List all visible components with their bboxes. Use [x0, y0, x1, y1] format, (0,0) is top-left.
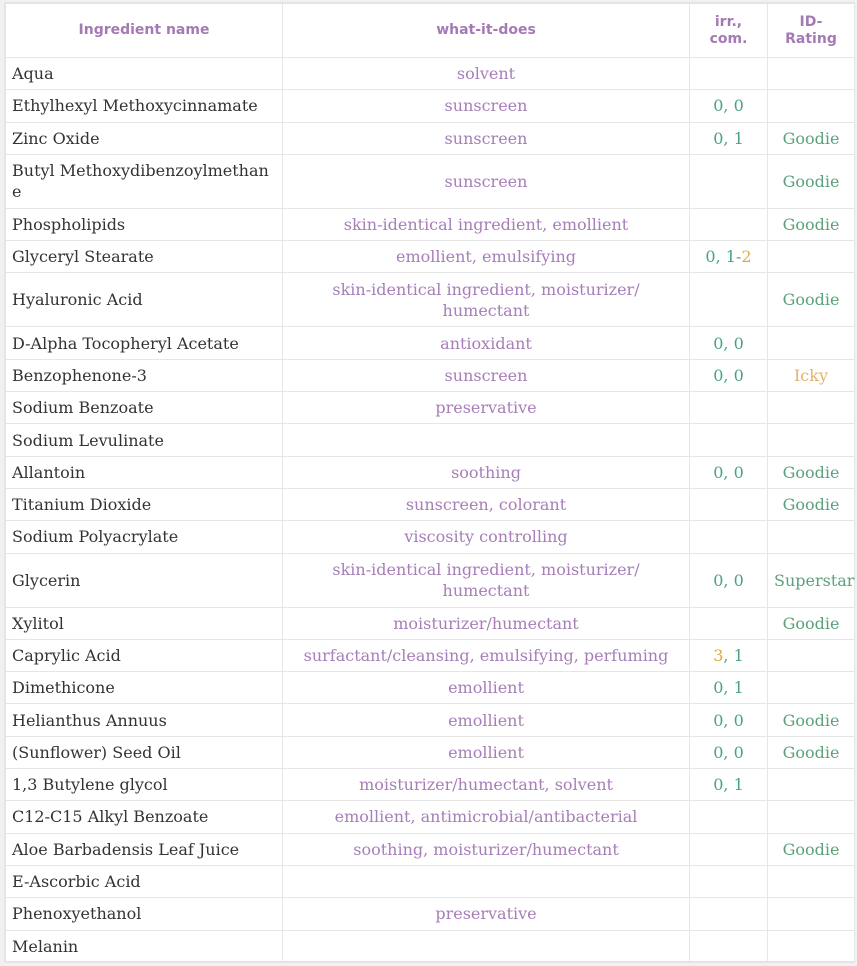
- what-it-does[interactable]: skin-identical ingredient, moisturizer/ humectant: [283, 273, 690, 327]
- table-row: [6, 607, 855, 639]
- irr-score: 0: [713, 678, 724, 698]
- ingredient-name[interactable]: Butyl Methoxydibenzoylmethan e: [6, 154, 283, 208]
- table-row: [6, 424, 855, 456]
- irr-com-cell: [690, 865, 768, 897]
- what-it-does[interactable]: [283, 424, 690, 456]
- irr-com-cell: 0, 1: [690, 672, 768, 704]
- what-it-does[interactable]: emollient: [283, 736, 690, 768]
- com-score: 0: [733, 333, 744, 353]
- what-it-does[interactable]: emollient: [283, 704, 690, 736]
- irr-score: 0: [713, 775, 724, 795]
- id-rating[interactable]: Superstar: [768, 553, 855, 607]
- id-rating: [768, 865, 855, 897]
- ingredient-name[interactable]: D-Alpha Tocopheryl Acetate: [6, 327, 283, 359]
- id-rating: [768, 241, 855, 273]
- irr-com-cell: [690, 392, 768, 424]
- id-rating[interactable]: Goodie: [768, 736, 855, 768]
- ingredient-name[interactable]: E-Ascorbic Acid: [6, 865, 283, 897]
- table-row: [6, 58, 855, 90]
- table-row: [6, 327, 855, 359]
- what-it-does[interactable]: emollient, antimicrobial/antibacterial: [283, 801, 690, 833]
- table-row: [6, 769, 855, 801]
- table-row: [6, 553, 855, 607]
- ingredient-name[interactable]: Sodium Polyacrylate: [6, 521, 283, 553]
- ingredient-name[interactable]: C12-C15 Alkyl Benzoate: [6, 801, 283, 833]
- table-row: [6, 801, 855, 833]
- id-rating[interactable]: Goodie: [768, 273, 855, 327]
- table-row: [6, 122, 855, 154]
- what-it-does[interactable]: skin-identical ingredient, emollient: [283, 208, 690, 240]
- com-score: 1-2: [725, 247, 752, 267]
- ingredient-name[interactable]: 1,3 Butylene glycol: [6, 769, 283, 801]
- id-rating: [768, 90, 855, 122]
- header-irr-label: irr.,: [714, 13, 743, 30]
- what-it-does[interactable]: moisturizer/humectant: [283, 607, 690, 639]
- id-rating: [768, 639, 855, 671]
- header-com-label: com.: [709, 30, 748, 47]
- table-row: [6, 241, 855, 273]
- com-score: 0: [733, 96, 744, 116]
- ingredient-table-card: [4, 2, 855, 962]
- irr-com-cell: [690, 607, 768, 639]
- ingredient-name[interactable]: Titanium Dioxide: [6, 488, 283, 520]
- table-row: [6, 833, 855, 865]
- irr-com-cell: [690, 930, 768, 962]
- table-row: [6, 456, 855, 488]
- id-rating: [768, 327, 855, 359]
- irr-score: 3: [713, 646, 724, 665]
- what-it-does[interactable]: sunscreen: [283, 359, 690, 391]
- irr-com-cell: 0, 1-2: [690, 241, 768, 273]
- ingredient-name[interactable]: Sodium Levulinate: [6, 424, 283, 456]
- com-score: 0: [733, 570, 744, 590]
- irr-com-cell: 0, 0: [690, 327, 768, 359]
- id-rating: [768, 58, 855, 90]
- what-it-does[interactable]: emollient, emulsifying: [283, 241, 690, 273]
- com-score: 1: [733, 775, 744, 795]
- ingredient-name[interactable]: Dimethicone: [6, 672, 283, 704]
- irr-com-cell: [690, 833, 768, 865]
- table-row: [6, 898, 855, 930]
- irr-com-cell: [690, 58, 768, 90]
- what-it-does[interactable]: [283, 865, 690, 897]
- ingredient-name[interactable]: Hyaluronic Acid: [6, 273, 283, 327]
- what-it-does[interactable]: sunscreen: [283, 122, 690, 154]
- ingredient-name[interactable]: Zinc Oxide: [6, 122, 283, 154]
- irr-com-cell: 0, 0: [690, 553, 768, 607]
- ingredient-name[interactable]: Aloe Barbadensis Leaf Juice: [6, 833, 283, 865]
- ingredient-name[interactable]: Ethylhexyl Methoxycinnamate: [6, 90, 283, 122]
- irr-com-cell: [690, 898, 768, 930]
- com-score: 1: [733, 678, 744, 698]
- com-score: 1: [733, 646, 744, 665]
- id-rating: [768, 424, 855, 456]
- irr-com-cell: [690, 273, 768, 327]
- header-ingredient-name[interactable]: Ingredient name: [6, 4, 283, 58]
- what-it-does[interactable]: surfactant/cleansing, emulsifying, perfuming: [283, 639, 690, 671]
- id-rating[interactable]: Goodie: [768, 456, 855, 488]
- id-rating[interactable]: Goodie: [768, 488, 855, 520]
- irr-com-cell: [690, 154, 768, 208]
- irr-score: 0: [713, 333, 724, 353]
- irr-score: 0: [713, 96, 724, 116]
- table-header-row: [6, 4, 855, 58]
- what-it-does[interactable]: skin-identical ingredient, moisturizer/ humectant: [283, 553, 690, 607]
- irr-score: 0: [713, 128, 724, 148]
- table-row: [6, 672, 855, 704]
- ingredient-name[interactable]: Xylitol: [6, 607, 283, 639]
- id-rating: [768, 769, 855, 801]
- irr-score: 0: [713, 365, 724, 385]
- irr-com-cell: 0, 0: [690, 704, 768, 736]
- id-rating[interactable]: Icky: [768, 359, 855, 391]
- ingredient-name[interactable]: Glycerin: [6, 553, 283, 607]
- irr-com-cell: [690, 208, 768, 240]
- ingredient-name[interactable]: Phospholipids: [6, 208, 283, 240]
- id-rating: [768, 521, 855, 553]
- id-rating[interactable]: Goodie: [768, 704, 855, 736]
- ingredient-name[interactable]: Glyceryl Stearate: [6, 241, 283, 273]
- what-it-does[interactable]: soothing: [283, 456, 690, 488]
- irr-com-cell: [690, 424, 768, 456]
- what-it-does[interactable]: viscosity controlling: [283, 521, 690, 553]
- what-it-does[interactable]: soothing, moisturizer/humectant: [283, 833, 690, 865]
- irr-score: 0: [705, 247, 716, 267]
- what-it-does[interactable]: solvent: [283, 58, 690, 90]
- id-rating[interactable]: Goodie: [768, 122, 855, 154]
- id-rating: [768, 672, 855, 704]
- id-rating: [768, 392, 855, 424]
- irr-score: 0: [713, 462, 724, 482]
- irr-com-cell: [690, 521, 768, 553]
- id-rating[interactable]: Goodie: [768, 208, 855, 240]
- irr-com-cell: 0, 0: [690, 456, 768, 488]
- com-score: 0: [733, 710, 744, 730]
- header-what-it-does[interactable]: what-it-does: [283, 4, 690, 58]
- ingredient-name[interactable]: Benzophenone-3: [6, 359, 283, 391]
- table-row: [6, 488, 855, 520]
- table-row: [6, 865, 855, 897]
- irr-com-cell: 0, 1: [690, 122, 768, 154]
- ingredient-name[interactable]: Caprylic Acid: [6, 639, 283, 671]
- what-it-does[interactable]: [283, 930, 690, 962]
- com-score: 1: [733, 128, 744, 148]
- table-row: [6, 392, 855, 424]
- table-row: [6, 208, 855, 240]
- table-row: [6, 273, 855, 327]
- irr-com-cell: [690, 801, 768, 833]
- what-it-does[interactable]: antioxidant: [283, 327, 690, 359]
- irr-com-cell: 0, 0: [690, 90, 768, 122]
- id-rating: [768, 930, 855, 962]
- id-rating: [768, 801, 855, 833]
- ingredient-name[interactable]: Phenoxyethanol: [6, 898, 283, 930]
- ingredient-name[interactable]: Allantoin: [6, 456, 283, 488]
- table-body: [6, 58, 855, 963]
- table-row: [6, 90, 855, 122]
- irr-com-cell: 0, 0: [690, 736, 768, 768]
- what-it-does[interactable]: preservative: [283, 898, 690, 930]
- what-it-does[interactable]: moisturizer/humectant, solvent: [283, 769, 690, 801]
- ingredient-name[interactable]: Aqua: [6, 58, 283, 90]
- com-score: 0: [733, 365, 744, 385]
- irr-score: 0: [713, 742, 724, 762]
- table-row: [6, 359, 855, 391]
- what-it-does[interactable]: emollient: [283, 672, 690, 704]
- com-score: 0: [733, 742, 744, 762]
- header-irritancy-comedogenicity[interactable]: [690, 4, 768, 58]
- what-it-does[interactable]: sunscreen: [283, 90, 690, 122]
- table-row: [6, 521, 855, 553]
- ingredient-table: [5, 3, 855, 963]
- id-rating[interactable]: Goodie: [768, 833, 855, 865]
- table-row: [6, 704, 855, 736]
- what-it-does[interactable]: sunscreen, colorant: [283, 488, 690, 520]
- ingredient-name[interactable]: Sodium Benzoate: [6, 392, 283, 424]
- table-row: [6, 154, 855, 208]
- irr-com-cell: 0, 0: [690, 359, 768, 391]
- table-row: [6, 930, 855, 962]
- table-row: [6, 736, 855, 768]
- com-score: 0: [733, 462, 744, 482]
- id-rating[interactable]: Goodie: [768, 607, 855, 639]
- irr-com-cell: 0, 1: [690, 769, 768, 801]
- id-rating: [768, 898, 855, 930]
- ingredient-name[interactable]: (Sunflower) Seed Oil: [6, 736, 283, 768]
- id-rating[interactable]: Goodie: [768, 154, 855, 208]
- ingredient-name[interactable]: Melanin: [6, 930, 283, 962]
- ingredient-name[interactable]: Helianthus Annuus: [6, 704, 283, 736]
- header-id-rating[interactable]: ID-Rating: [768, 4, 855, 58]
- table-row: [6, 639, 855, 671]
- irr-score: 0: [713, 710, 724, 730]
- what-it-does[interactable]: sunscreen: [283, 154, 690, 208]
- irr-com-cell: 3, 1: [690, 639, 768, 671]
- irr-com-cell: [690, 488, 768, 520]
- what-it-does[interactable]: preservative: [283, 392, 690, 424]
- irr-score: 0: [713, 570, 724, 590]
